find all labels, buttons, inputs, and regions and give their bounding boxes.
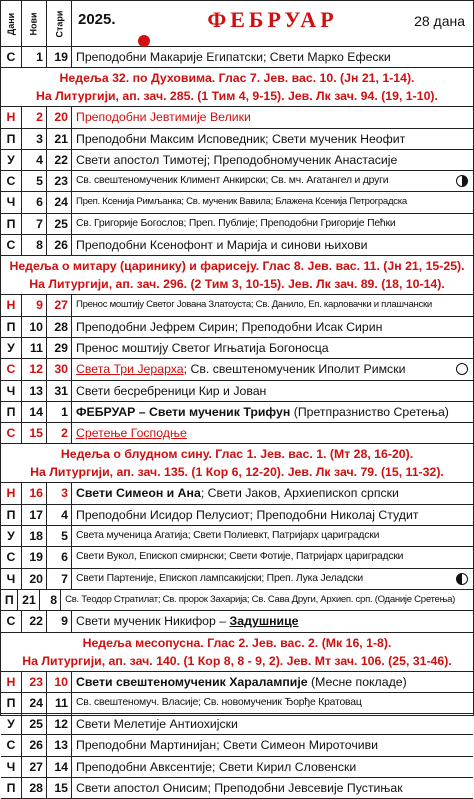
day-row xyxy=(1,171,473,192)
sunday-reading-line: Недеља о блудном сину. Глас 1. Јев. вас. 1. (Мт 28, 16-20). xyxy=(60,447,414,462)
new-date-cell: 25 xyxy=(22,714,47,734)
day-row xyxy=(1,402,473,423)
col-header-new xyxy=(22,1,47,46)
new-date-cell: 15 xyxy=(22,423,47,443)
day-row xyxy=(1,129,473,150)
sunday-readings xyxy=(1,444,473,483)
day-row xyxy=(1,47,473,68)
col-header-day xyxy=(1,1,22,46)
day-row xyxy=(1,483,473,504)
weekday-cell: С xyxy=(1,423,22,443)
feast-text: Св. свештеномученик Климент Анкирски; Св. мч. Агатангел и други xyxy=(72,171,473,191)
new-date-cell: 16 xyxy=(22,483,47,503)
weekday-cell: Н xyxy=(1,295,22,315)
old-date-cell: 2 xyxy=(47,423,72,443)
feast-text: Свети апостол Тимотеј; Преподобномученик Анастасије xyxy=(76,152,398,167)
old-date-cell: 11 xyxy=(47,693,72,713)
feast-text: Св. Теодор Стратилат; Св. пророк Захарија; Св. Сава Други, Архиеп. срп. (Оданије Сретења) xyxy=(65,593,455,605)
day-row xyxy=(1,778,473,799)
old-date-cell: 28 xyxy=(47,317,72,337)
old-date-cell: 21 xyxy=(47,129,72,149)
old-date-cell: 31 xyxy=(47,381,72,401)
day-row xyxy=(1,107,473,128)
feast-text: Преподобни Јевтимије Велики xyxy=(76,110,251,125)
day-row xyxy=(1,672,473,693)
weekday-cell: П xyxy=(1,693,22,713)
weekday-cell: У xyxy=(1,714,22,734)
old-date-cell: 9 xyxy=(47,611,72,631)
sunday-reading-line: Недеља 32. по Духовима. Глас 7. Јев. вас. 10. (Јн 21, 1-14). xyxy=(59,71,415,86)
new-date-cell: 18 xyxy=(22,526,47,546)
new-date-cell: 23 xyxy=(22,672,47,692)
old-date-cell: 22 xyxy=(47,150,72,170)
feast-text: Свети Партеније, Епископ лампсакијски; Преп. Лука Јеладски xyxy=(72,569,473,589)
feast-text: Преподобни Максим Исповедник; Свети мученик Неофит xyxy=(76,131,406,146)
new-date-cell: 9 xyxy=(22,295,47,315)
feast-text: Преподобни Јефрем Сирин; Преподобни Исак Сирин xyxy=(76,319,383,334)
feast-text: Свети Вукол, Епископ смирнски; Свети Фотије, Патријарх цариградски xyxy=(76,551,404,563)
day-row xyxy=(1,235,473,256)
sunday-readings xyxy=(1,633,473,672)
day-row xyxy=(1,735,473,756)
old-date-cell: 3 xyxy=(47,483,72,503)
year-label: 2025. xyxy=(78,11,116,28)
feast-text: Сретење Господње xyxy=(76,426,187,441)
new-date-cell: 14 xyxy=(22,402,47,422)
new-date-cell: 21 xyxy=(18,590,39,610)
feast-text: Свети Симеон и Ана; Свети Јаков, Архиепископ српски xyxy=(76,486,399,501)
feast-text: Пренос моштију Светог Јована Златоуста; Св. Данило, Еп. карловачки и плашчански xyxy=(76,299,432,311)
new-date-cell: 5 xyxy=(22,171,47,191)
feast-text: Свети свештеномученик Харалампије (Месне покладе) xyxy=(76,674,407,689)
day-row xyxy=(1,295,473,316)
day-row xyxy=(1,526,473,547)
new-date-cell: 17 xyxy=(22,505,47,525)
weekday-cell: П xyxy=(1,214,22,234)
feast-text: Св. Григорије Богослов; Преп. Публије; Преподобни Григорије Пећки xyxy=(76,217,396,229)
calendar-header xyxy=(1,1,473,47)
old-date-cell: 25 xyxy=(47,214,72,234)
feast-text: Света Три Јерарха; Св. свештеномученик Иполит Римски xyxy=(72,359,473,379)
header-title-area xyxy=(72,1,473,46)
weekday-cell: П xyxy=(1,778,22,798)
weekday-cell: Н xyxy=(1,483,22,503)
feast-text: Свети апостол Онисим; Преподобни Јевсевије Пустињак xyxy=(76,781,403,796)
weekday-cell: У xyxy=(1,338,22,358)
feast-text: Свети мученик Никифор – Задушнице xyxy=(76,614,299,629)
old-date-cell: 10 xyxy=(47,672,72,692)
new-date-cell: 12 xyxy=(22,359,47,379)
day-row xyxy=(1,757,473,778)
weekday-cell: П xyxy=(1,402,22,422)
day-row xyxy=(1,505,473,526)
weekday-cell: У xyxy=(1,526,22,546)
feast-text: Преподобни Мартинијан; Свети Симеон Мироточиви xyxy=(76,738,378,753)
feast-text: Св. свештеномуч. Власије; Св. новомученик Ђорђе Кратовац xyxy=(76,696,362,708)
weekday-cell: С xyxy=(1,359,22,379)
col-header-new-label: Нови xyxy=(29,11,39,36)
day-row xyxy=(1,693,473,714)
day-row xyxy=(1,150,473,171)
old-date-cell: 27 xyxy=(47,295,72,315)
sunday-readings xyxy=(1,68,473,107)
old-date-cell: 20 xyxy=(47,107,72,127)
old-date-cell: 19 xyxy=(47,47,72,67)
new-date-cell: 28 xyxy=(22,778,47,798)
new-date-cell: 4 xyxy=(22,150,47,170)
new-date-cell: 6 xyxy=(22,192,47,212)
new-date-cell: 2 xyxy=(22,107,47,127)
new-date-cell: 19 xyxy=(22,547,47,567)
weekday-cell: У xyxy=(1,150,22,170)
feast-text: Преподобни Макарије Египатски; Свети Марко Ефески xyxy=(76,50,391,64)
old-date-cell: 29 xyxy=(47,338,72,358)
old-date-cell: 15 xyxy=(47,778,72,798)
moon-phase-full-icon xyxy=(456,363,468,375)
feast-text: Свети Мелетије Антиохијски xyxy=(76,717,238,732)
new-date-cell: 10 xyxy=(22,317,47,337)
feast-text: Преподобни Исидор Пелусиот; Преподобни Николај Студит xyxy=(76,507,419,522)
weekday-cell: С xyxy=(1,47,22,67)
feast-text: Свети бесребреници Кир и Јован xyxy=(76,383,267,398)
new-date-cell: 13 xyxy=(22,381,47,401)
old-date-cell: 26 xyxy=(47,235,72,255)
weekday-cell: Ч xyxy=(1,381,22,401)
weekday-cell: Ч xyxy=(1,757,22,777)
day-row xyxy=(1,317,473,338)
day-row xyxy=(1,714,473,735)
month-title: ФЕБРУАР xyxy=(207,7,338,32)
old-date-cell: 12 xyxy=(47,714,72,734)
new-date-cell: 22 xyxy=(22,611,47,631)
day-row xyxy=(1,381,473,402)
weekday-cell: Н xyxy=(1,107,22,127)
old-date-cell: 7 xyxy=(47,569,72,589)
weekday-cell: П xyxy=(1,129,22,149)
weekday-cell: С xyxy=(1,735,22,755)
sunday-reading-line: На Литургији, ап. зач. 296. (2 Тим 3, 10-15). Јев. Лк зач. 89. (18, 10-14). xyxy=(29,277,445,292)
sunday-reading-line: Недеља месопусна. Глас 2. Јев. вас. 2. (Мк 16, 1-8). xyxy=(82,635,392,650)
old-date-cell: 14 xyxy=(47,757,72,777)
new-date-cell: 7 xyxy=(22,214,47,234)
feast-text: Света мученица Агатија; Свети Полиевкт, Патријарх цариградски xyxy=(76,530,380,542)
sunday-reading-line: На Литургији, ап. зач. 140. (1 Кор 8, 8 - 9, 2). Јев. Мт зач. 106. (25, 31-46). xyxy=(22,653,452,668)
day-row xyxy=(1,611,473,632)
weekday-cell: С xyxy=(1,235,22,255)
old-date-cell: 5 xyxy=(47,526,72,546)
feast-text: Преподобни Ксенофонт и Марија и синови њихови xyxy=(76,238,368,253)
weekday-cell: С xyxy=(1,171,22,191)
day-row xyxy=(1,590,473,611)
new-date-cell: 11 xyxy=(22,338,47,358)
new-date-cell: 1 xyxy=(22,47,47,67)
day-row xyxy=(1,359,473,380)
weekday-cell: С xyxy=(1,611,22,631)
days-count: 28 дана xyxy=(414,13,465,29)
old-date-cell: 4 xyxy=(47,505,72,525)
feast-text: Преподобни Авксентије; Свети Кирил Словенски xyxy=(76,759,357,774)
col-header-old-label: Стари xyxy=(54,10,65,37)
feast-text: Пренос моштију Светог Игњатија Богоносца xyxy=(76,340,329,355)
weekday-cell: Ч xyxy=(1,569,22,589)
old-date-cell: 6 xyxy=(47,547,72,567)
day-row xyxy=(1,569,473,590)
new-date-cell: 3 xyxy=(22,129,47,149)
old-date-cell: 23 xyxy=(47,171,72,191)
weekday-cell: Н xyxy=(1,672,22,692)
sunday-reading-line: На Литургији, ап. зач. 135. (1 Кор 6, 12-20). Јев. Лк зач. 79. (15, 11-32). xyxy=(30,465,444,480)
sunday-readings xyxy=(1,256,473,295)
day-row xyxy=(1,423,473,444)
old-date-cell: 24 xyxy=(47,192,72,212)
day-row xyxy=(1,192,473,213)
old-date-cell: 8 xyxy=(40,590,61,610)
col-header-day-label: Дани xyxy=(6,12,17,35)
new-date-cell: 20 xyxy=(22,569,47,589)
weekday-cell: П xyxy=(1,317,22,337)
sunday-reading-line: Недеља о митару (царинику) и фарисеју. Глас 8. Јев. вас. 11. (Јн 21, 15-25). xyxy=(9,259,465,274)
old-date-cell: 1 xyxy=(47,402,72,422)
weekday-cell: П xyxy=(1,590,18,610)
calendar-body xyxy=(1,47,473,799)
moon-phase-last-icon xyxy=(456,573,468,585)
day-row xyxy=(1,338,473,359)
feast-text: Преп. Ксенија Римљанка; Св. мученик Вавила; Блажена Ксенија Петроградска xyxy=(76,196,407,208)
red-dot-icon xyxy=(138,35,150,47)
sunday-reading-line: На Литургији, ап. зач. 285. (1 Тим 4, 9-15). Јев. Лк зач. 94. (19, 1-10). xyxy=(36,89,438,104)
new-date-cell: 26 xyxy=(22,735,47,755)
feast-text: ФЕБРУАР – Свети мученик Трифун (Претпразниство Сретења) xyxy=(76,404,449,419)
old-date-cell: 13 xyxy=(47,735,72,755)
moon-phase-first-icon xyxy=(456,175,468,187)
new-date-cell: 8 xyxy=(22,235,47,255)
new-date-cell: 27 xyxy=(22,757,47,777)
old-date-cell: 30 xyxy=(47,359,72,379)
day-row xyxy=(1,547,473,568)
weekday-cell: П xyxy=(1,505,22,525)
weekday-cell: С xyxy=(1,547,22,567)
weekday-cell: Ч xyxy=(1,192,22,212)
day-row xyxy=(1,214,473,235)
new-date-cell: 24 xyxy=(22,693,47,713)
col-header-old xyxy=(47,1,72,46)
